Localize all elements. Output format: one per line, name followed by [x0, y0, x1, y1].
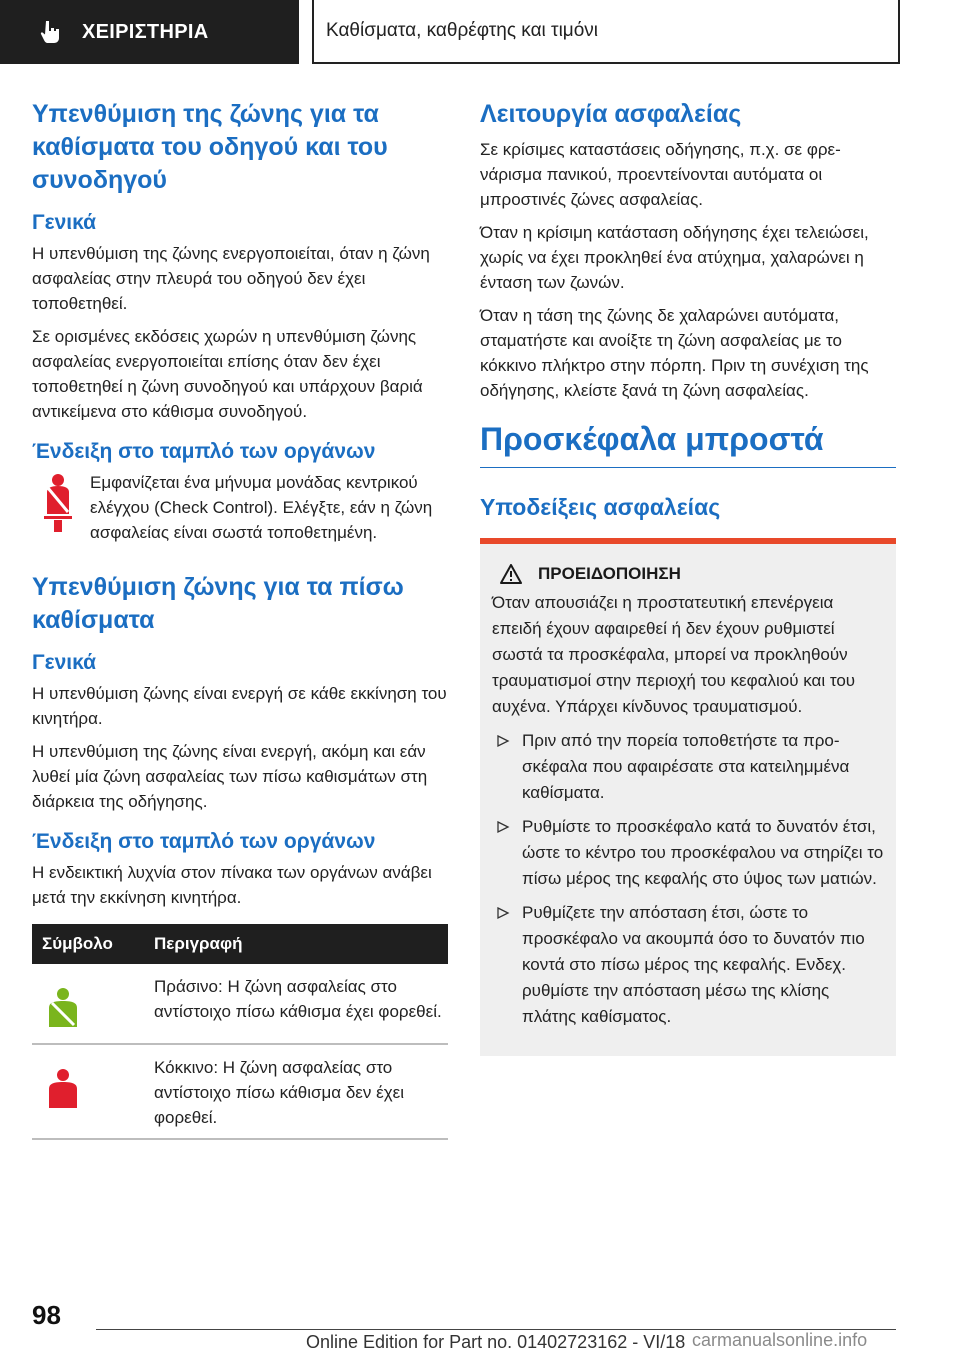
warning-box — [480, 538, 896, 1056]
header-bar — [0, 0, 960, 66]
watermark: carmanualsonline.info — [692, 1330, 868, 1350]
table-cell-symbol — [32, 964, 150, 1044]
table-row — [32, 1044, 448, 1139]
manual-section-label: ΧΕΙΡΙΣΤΗΡΙΑ — [82, 20, 209, 43]
paragraph: Σε κρίσιμες καταστάσεις οδήγησης, π.χ. σε φρενάρισμα πανικού, προεντείνονται αυτόματα οι μπροστινές ζώνες ασφαλείας. — [480, 140, 841, 209]
warning-list — [492, 728, 884, 1030]
manual-section-tab[interactable] — [0, 0, 299, 64]
paragraph: Όταν η κρίσιμη κατάσταση οδήγησης έχει τελειώσει, χωρίς να έχει προκληθεί ένα ατύχημα, χαλαρώνει η ένταση των ζωνών. — [480, 223, 869, 292]
paragraph: Η υπενθύμιση ζώνης είναι ενεργή σε κάθε εκκίνηση του κινητήρα. — [32, 684, 447, 728]
pointing-hand-icon — [38, 19, 64, 45]
warning-text: Όταν απουσιάζει η προστατευτική επενέργεια επειδή έχουν αφαιρεθεί ή δεν έχουν ρυθμιστεί σωστά τα προσκέφαλα, μπορεί να προκληθούν τραυματισμοί στην περιοχή του κεφαλιού και του αυχένα. Υπάρχει κίνδυνος τραυματισμού. — [492, 593, 856, 716]
paragraph: Η υπενθύμιση της ζώνης ενεργοποιείται, όταν η ζώνη ασφαλείας στην πλευρά του οδηγού δεν έχει τοποθετηθεί. — [32, 244, 430, 313]
subheading-indicator-front: Ένδειξη στο ταμπλό των οργάνων — [32, 440, 376, 463]
indicator-text: Εμφανίζεται ένα μήνυμα μονάδας κεντρικού ελέγχου (Check Control). Ελέγξτε, εάν η ζώνη ασφαλείας είναι σωστά τοποθετημένη. — [90, 473, 433, 542]
table-header-description: Περιγραφή — [150, 924, 448, 964]
bullet-triangle-icon — [496, 734, 510, 748]
bullet-triangle-icon — [496, 906, 510, 920]
chapter-title: Καθίσματα, καθρέφτης και τιμόνι — [326, 20, 599, 41]
list-item — [492, 900, 884, 1030]
warning-header — [492, 564, 884, 584]
paragraph: Όταν η τάση της ζώνης δε χαλαρώνει αυτόματα, σταματήστε και ανοίξτε τη ζώνη ασφαλείας με το κόκκινο πλήκτρο στην πόρπη. Πριν τη συνέχιση της οδήγησης, κλείστε ξανά τη ζώνη ασφαλείας. — [480, 306, 869, 400]
list-item-text: Ρυθμίστε το προσκέφαλο κατά το δυνατόν έτσι, ώστε το κέντρο του προσκέφαλου να στηρίζει το πίσω μέρος της κεφαλής στο ύψος των ματιών. — [522, 817, 884, 888]
table-cell-description: Πράσινο: Η ζώνη ασφαλείας στο αντίστοιχο πίσω κάθισμα έχει φορεθεί. — [150, 964, 448, 1044]
list-item — [492, 814, 884, 892]
table-cell-description: Κόκκινο: Η ζώνη ασφαλείας στο αντίστοιχο πίσω κάθισμα δεν έχει φορεθεί. — [150, 1044, 448, 1139]
subheading-safety-notes: Υποδείξεις ασφαλείας — [480, 494, 721, 520]
paragraph: Σε ορισμένες εκδόσεις χωρών η υπενθύμιση ζώνης ασφαλείας ενεργοποιείται επίσης όταν δεν έχει τοποθετηθεί η ζώνη συνοδηγού και υπάρχουν βαριά αντικείμενα στο κάθισμα συνοδηγού. — [32, 327, 423, 421]
left-column — [32, 98, 448, 1140]
subheading-indicator-rear: Ένδειξη στο ταμπλό των οργάνων — [32, 830, 376, 853]
green-seatbelt-icon — [46, 988, 80, 1028]
chapter-tab[interactable] — [312, 0, 900, 64]
paragraph: Η υπενθύμιση της ζώνης είναι ενεργή, ακόμη και εάν λυθεί μία ζώνη ασφαλείας των πίσω καθισμάτων στη διάρκεια της οδήγησης. — [32, 742, 428, 811]
red-seat-icon — [46, 1069, 80, 1109]
seatbelt-warning-icon — [38, 472, 78, 534]
subheading-general-rear: Γενικά — [32, 651, 97, 674]
right-column — [480, 98, 896, 1056]
bullet-triangle-icon — [496, 820, 510, 834]
paragraph: Η ενδεικτική λυχνία στον πίνακα των οργάνων ανάβει μετά την εκκίνηση κινητήρα. — [32, 863, 432, 907]
table-header-row — [32, 924, 448, 964]
section-title-front-headrests: Προσκέφαλα μπροστά — [480, 419, 896, 468]
indicator-description — [32, 470, 448, 545]
symbol-table — [32, 924, 448, 1140]
subheading-general-front: Γενικά — [32, 211, 97, 234]
table-cell-symbol — [32, 1044, 150, 1139]
list-item — [492, 728, 884, 806]
table-row — [32, 964, 448, 1044]
list-item-text: Ρυθμίζετε την απόσταση έτσι, ώστε το προσκέφαλο να ακουμπά όσο το δυνατόν πιο κοντά στο πίσω μέρος της κεφαλής. Ενδεχ. ρυθμίστε την απόσταση μέσω της κλίσης πλάτης καθίσματος. — [522, 903, 865, 1026]
list-item-text: Πριν από την πορεία τοποθετήστε τα προσκέφαλα που αφαιρέσατε στα κατειλημμένα καθίσματα. — [522, 731, 850, 802]
footer-edition: Online Edition for Part no. 01402723162 - VI/18 — [306, 1332, 686, 1352]
section-title-front-seatbelt: Υπενθύμιση της ζώνης για τα καθίσματα του οδηγού και του συνοδηγού — [32, 100, 388, 194]
section-title-rear-seatbelt: Υπενθύμιση ζώνης για τα πίσω καθίσματα — [32, 573, 404, 634]
table-header-symbol: Σύμβολο — [32, 924, 150, 964]
page-number: 98 — [32, 1300, 61, 1330]
warning-title: ΠΡΟΕΙΔΟΠΟΙΗΣΗ — [538, 564, 681, 583]
warning-triangle-icon — [500, 564, 522, 584]
section-title-safety-function: Λειτουργία ασφαλείας — [480, 100, 742, 128]
